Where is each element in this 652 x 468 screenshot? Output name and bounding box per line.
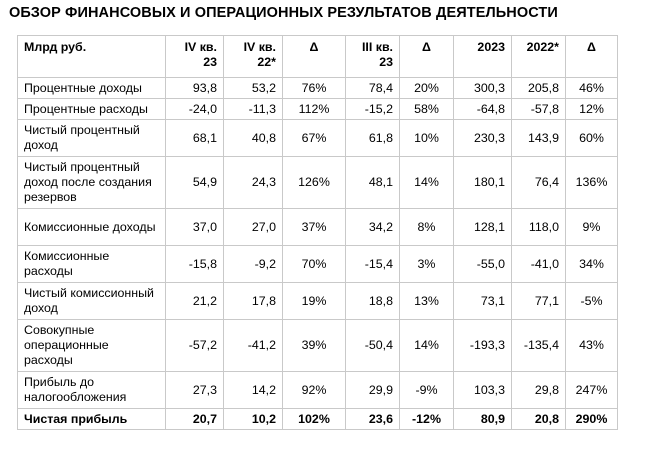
cell-2022: -57,8 [512, 99, 566, 120]
cell-q4-23: -57,2 [166, 320, 224, 372]
row-label: Комиссионные расходы [18, 246, 166, 283]
cell-delta-year: 136% [566, 157, 618, 209]
cell-q3-23: -15,2 [346, 99, 400, 120]
column-header-q4-22: IV кв. 22* [224, 36, 283, 78]
cell-q3-23: -50,4 [346, 320, 400, 372]
cell-delta-year: 34% [566, 246, 618, 283]
cell-delta-yoy: 112% [283, 99, 346, 120]
cell-2022: -41,0 [512, 246, 566, 283]
column-header-2022: 2022* [512, 36, 566, 78]
cell-delta-year: 290% [566, 409, 618, 430]
cell-delta-yoy: 39% [283, 320, 346, 372]
cell-q4-23: 54,9 [166, 157, 224, 209]
cell-2022: 143,9 [512, 120, 566, 157]
cell-delta-year: 247% [566, 372, 618, 409]
cell-q3-23: -15,4 [346, 246, 400, 283]
row-label: Чистый процентный доход после создания резервов [18, 157, 166, 209]
cell-q4-22: 27,0 [224, 209, 283, 246]
header-row [18, 36, 618, 78]
cell-delta-year: 43% [566, 320, 618, 372]
cell-delta-qoq: 13% [400, 283, 454, 320]
table-row [18, 372, 618, 409]
cell-2023: -193,3 [454, 320, 512, 372]
table-row [18, 209, 618, 246]
cell-delta-year: 60% [566, 120, 618, 157]
cell-delta-year: 46% [566, 78, 618, 99]
cell-2022: 20,8 [512, 409, 566, 430]
cell-delta-year: 12% [566, 99, 618, 120]
column-header-q4-23: IV кв. 23 [166, 36, 224, 78]
cell-2023: 103,3 [454, 372, 512, 409]
table-row [18, 78, 618, 99]
cell-delta-qoq: 20% [400, 78, 454, 99]
table-row [18, 120, 618, 157]
cell-q3-23: 23,6 [346, 409, 400, 430]
cell-2023: 73,1 [454, 283, 512, 320]
cell-2022: 205,8 [512, 78, 566, 99]
cell-2023: 128,1 [454, 209, 512, 246]
cell-delta-yoy: 126% [283, 157, 346, 209]
cell-delta-qoq: 3% [400, 246, 454, 283]
cell-q4-22: 53,2 [224, 78, 283, 99]
cell-q4-23: 20,7 [166, 409, 224, 430]
cell-q4-23: 27,3 [166, 372, 224, 409]
page-title: ОБЗОР ФИНАНСОВЫХ И ОПЕРАЦИОННЫХ РЕЗУЛЬТАТОВ ДЕЯТЕЛЬНОСТИ [9, 5, 558, 21]
cell-q4-23: 93,8 [166, 78, 224, 99]
cell-2023: 80,9 [454, 409, 512, 430]
row-label: Чистый комиссионный доход [18, 283, 166, 320]
cell-delta-qoq: -9% [400, 372, 454, 409]
cell-delta-qoq: 58% [400, 99, 454, 120]
cell-2022: 76,4 [512, 157, 566, 209]
cell-q4-23: 68,1 [166, 120, 224, 157]
cell-q4-23: 37,0 [166, 209, 224, 246]
row-label: Совокупные операционные расходы [18, 320, 166, 372]
table-row [18, 246, 618, 283]
cell-q4-22: -41,2 [224, 320, 283, 372]
cell-2023: 230,3 [454, 120, 512, 157]
cell-q3-23: 34,2 [346, 209, 400, 246]
cell-delta-yoy: 37% [283, 209, 346, 246]
cell-q3-23: 78,4 [346, 78, 400, 99]
column-header-delta-year: Δ [566, 36, 618, 78]
row-label: Чистая прибыль [18, 409, 166, 430]
cell-2022: 118,0 [512, 209, 566, 246]
cell-q4-22: -11,3 [224, 99, 283, 120]
column-header-delta-yoy: Δ [283, 36, 346, 78]
cell-q4-22: 14,2 [224, 372, 283, 409]
cell-delta-yoy: 92% [283, 372, 346, 409]
cell-delta-qoq: 8% [400, 209, 454, 246]
financial-results-table [17, 35, 618, 430]
cell-q3-23: 29,9 [346, 372, 400, 409]
table-row [18, 99, 618, 120]
row-label: Комиссионные доходы [18, 209, 166, 246]
table-row [18, 283, 618, 320]
cell-2023: -64,8 [454, 99, 512, 120]
cell-q4-22: 17,8 [224, 283, 283, 320]
cell-delta-qoq: -12% [400, 409, 454, 430]
cell-delta-yoy: 102% [283, 409, 346, 430]
column-header-2023: 2023 [454, 36, 512, 78]
cell-delta-qoq: 10% [400, 120, 454, 157]
cell-q4-23: 21,2 [166, 283, 224, 320]
cell-q3-23: 18,8 [346, 283, 400, 320]
cell-delta-yoy: 76% [283, 78, 346, 99]
cell-delta-year: -5% [566, 283, 618, 320]
column-header-unit: Млрд руб. [18, 36, 166, 78]
cell-q4-23: -24,0 [166, 99, 224, 120]
column-header-delta-qoq: Δ [400, 36, 454, 78]
cell-2022: 77,1 [512, 283, 566, 320]
cell-delta-year: 9% [566, 209, 618, 246]
cell-q4-22: 10,2 [224, 409, 283, 430]
cell-q3-23: 61,8 [346, 120, 400, 157]
cell-2023: 180,1 [454, 157, 512, 209]
table-row-net-profit [18, 409, 618, 430]
cell-delta-qoq: 14% [400, 157, 454, 209]
row-label: Чистый процентный доход [18, 120, 166, 157]
table-row [18, 320, 618, 372]
cell-2022: 29,8 [512, 372, 566, 409]
cell-delta-yoy: 67% [283, 120, 346, 157]
cell-q4-22: 24,3 [224, 157, 283, 209]
cell-q3-23: 48,1 [346, 157, 400, 209]
column-header-q3-23: III кв. 23 [346, 36, 400, 78]
cell-q4-22: -9,2 [224, 246, 283, 283]
cell-q4-22: 40,8 [224, 120, 283, 157]
cell-delta-qoq: 14% [400, 320, 454, 372]
row-label: Процентные расходы [18, 99, 166, 120]
cell-delta-yoy: 70% [283, 246, 346, 283]
cell-2022: -135,4 [512, 320, 566, 372]
cell-delta-yoy: 19% [283, 283, 346, 320]
table-row [18, 157, 618, 209]
cell-2023: -55,0 [454, 246, 512, 283]
cell-q4-23: -15,8 [166, 246, 224, 283]
row-label: Прибыль до налогообложения [18, 372, 166, 409]
row-label: Процентные доходы [18, 78, 166, 99]
cell-2023: 300,3 [454, 78, 512, 99]
